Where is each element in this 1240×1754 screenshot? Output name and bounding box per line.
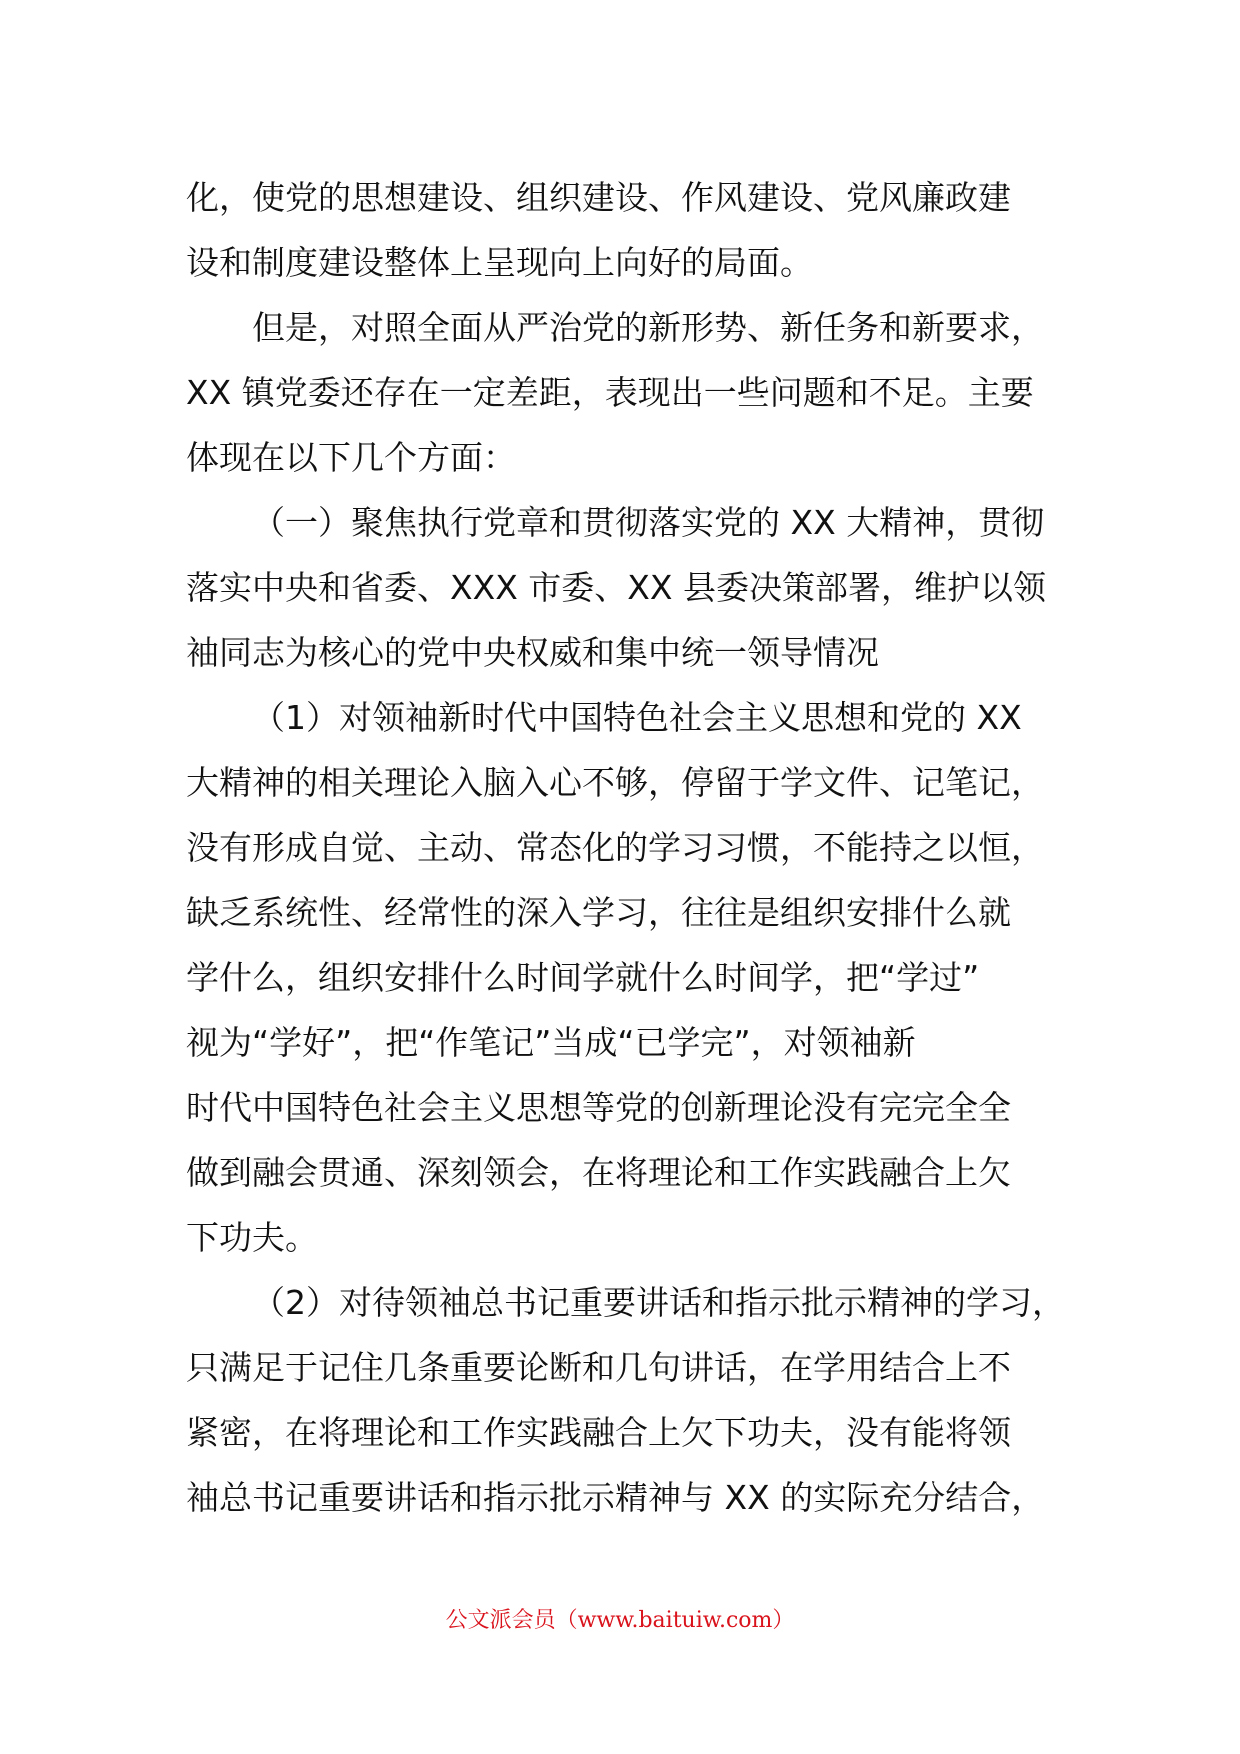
- item-1-line: 做到融会贯通、深刻领会，在将理论和工作实践融合上欠: [186, 1153, 1011, 1192]
- item-2-line: 只满足于记住几条重要论断和几句讲话，在学用结合上不: [186, 1348, 1011, 1387]
- footer-watermark: 公文派会员（www.baituiw.com）: [445, 1608, 795, 1633]
- section-heading-line: 落实中央和省委、XXX 市委、XX 县委决策部署，维护以领: [186, 568, 1047, 607]
- text-line: 化，使党的思想建设、组织建设、作风建设、党风廉政建: [186, 178, 1011, 217]
- item-1-line: 大精神的相关理论入脑入心不够，停留于学文件、记笔记，: [186, 763, 1044, 802]
- document-body: [186, 165, 1066, 1530]
- item-1-line: （1）对领袖新时代中国特色社会主义思想和党的 XX: [252, 698, 1022, 737]
- paragraph-start-line: 但是，对照全面从严治党的新形势、新任务和新要求，: [252, 308, 1044, 347]
- text-line: XX 镇党委还存在一定差距，表现出一些问题和不足。主要: [186, 373, 1034, 412]
- item-1-line: 时代中国特色社会主义思想等党的创新理论没有完完全全: [186, 1088, 1011, 1127]
- item-1-line: 学什么，组织安排什么时间学就什么时间学，把“学过”: [186, 958, 980, 997]
- item-2-line: （2）对待领袖总书记重要讲话和指示批示精神的学习，: [252, 1283, 1065, 1322]
- text-line: 体现在以下几个方面：: [186, 438, 516, 477]
- item-1-line: 没有形成自觉、主动、常态化的学习习惯，不能持之以恒，: [186, 828, 1044, 867]
- section-heading-line: （一）聚焦执行党章和贯彻落实党的 XX 大精神，贯彻: [252, 503, 1045, 542]
- item-1-line: 缺乏系统性、经常性的深入学习，往往是组织安排什么就: [186, 893, 1011, 932]
- item-1-line: 下功夫。: [186, 1218, 318, 1257]
- item-2-line: 紧密，在将理论和工作实践融合上欠下功夫，没有能将领: [186, 1413, 1011, 1452]
- text-line: 设和制度建设整体上呈现向上向好的局面。: [186, 243, 813, 282]
- item-1-line: 视为“学好”，把“作笔记”当成“已学完”，对领袖新: [186, 1023, 916, 1062]
- section-heading-line: 袖同志为核心的党中央权威和集中统一领导情况: [186, 633, 879, 672]
- item-2-line: 袖总书记重要讲话和指示批示精神与 XX 的实际充分结合，: [186, 1478, 1045, 1517]
